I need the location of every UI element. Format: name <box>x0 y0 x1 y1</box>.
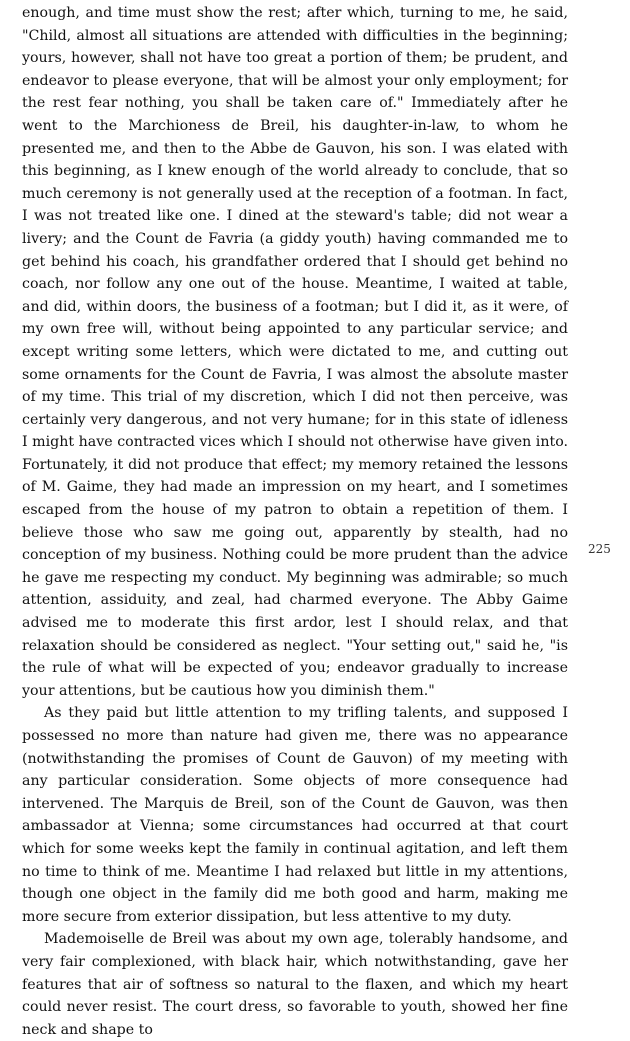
body-text <box>22 2 568 1041</box>
paragraph-2: As they paid but little attention to my trifling talents, and supposed I possessed no more than nature had given me, there was no appearance (notwithstanding the promises of Count de Gauvon) of my meeting with any particular consideration. Some objects of more consequence had intervened. The Marquis de Breil, son of the Count de Gauvon, was then ambassador at Vienna; some circumstances had occurred at that court which for some weeks kept the family in continual agitation, and left them no time to think of me. Meantime I had relaxed but little in my attentions, though one object in the family did me both good and harm, making me more secure from exterior dissipation, but less attentive to my duty. <box>22 705 568 925</box>
page-number: 225 <box>588 542 611 556</box>
paragraph-1: enough, and time must show the rest; after which, turning to me, he said, "Child, almost all situations are attended with difficulties in the beginning; yours, however, shall not have too great a portion of them; be prudent, and endeavor to please everyone, that will be almost your only employment; for the rest fear nothing, you shall be taken care of." Immediately after he went to the Marchioness de Breil, his daughter-in-law, to whom he presented me, and then to the Abbe de Gauvon, his son. I was elated with this beginning, as I knew enough of the world already to conclude, that so much ceremony is not generally used at the reception of a footman. In fact, I was not treated like one. I dined at the steward's table; did not wear a livery; and the Count de Favria (a giddy youth) having commanded me to get behind his coach, his grandfather ordered that I should get behind no coach, nor follow any one out of the house. Meantime, I waited at table, and did, within doors, the business of a footman; but I did it, as it were, of my own free will, without being appointed to any particular service; and except writing some letters, which were dictated to me, and cutting out some ornaments for the Count de Favria, I was almost the absolute master of my time. This trial of my discretion, which I did not then perceive, was certainly very dangerous, and not very humane; for in this state of idleness I might have contracted vices which I should not otherwise have given into. Fortunately, it did not produce that effect; my memory retained the lessons of M. Gaime, they had made an impression on my heart, and I sometimes escaped from the house of my patron to obtain a repetition of them. I believe those who saw me going out, apparently by stealth, had no conception of my business. Nothing could be more prudent than the advice he gave me respecting my conduct. My beginning was admirable; so much attention, assiduity, and zeal, had charmed everyone. The Abby Gaime advised me to moderate this first ardor, lest I should relax, and that relaxation should be considered as neglect. "Your setting out," said he, "is the rule of what will be expected of you; endeavor gradually to increase your attentions, but be cautious how you diminish them." <box>22 5 568 699</box>
paragraph-3: Mademoiselle de Breil was about my own age, tolerably handsome, and very fair complexioned, with black hair, which notwithstanding, gave her features that air of softness so natural to the flaxen, and which my heart could never resist. The court dress, so favorable to youth, showed her fine neck and shape to <box>22 931 568 1038</box>
